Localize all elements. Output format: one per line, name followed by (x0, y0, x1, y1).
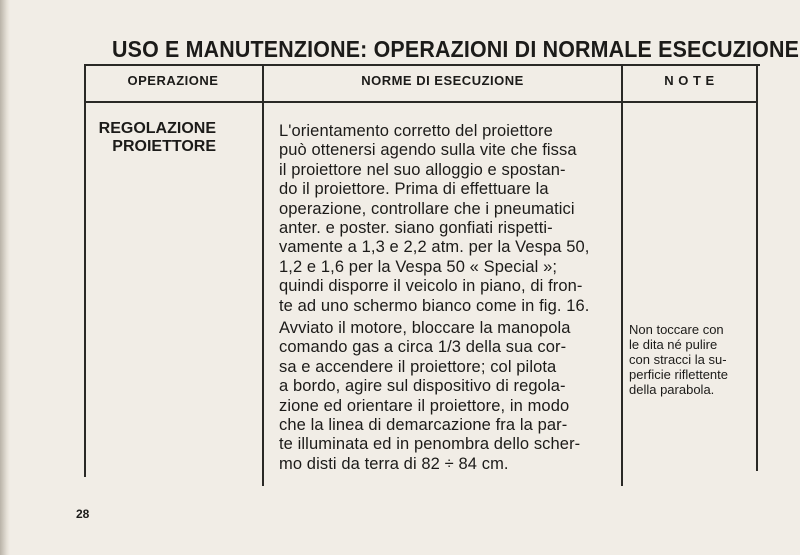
text-line: do il proiettore. Prima di effettuare la (279, 180, 549, 199)
text-line: anter. e poster. siano gonfiati rispetti- (279, 219, 553, 238)
operation-label (86, 120, 216, 156)
text-line: te ad uno schermo bianco come in fig. 16. (279, 296, 590, 315)
page-number: 28 (76, 507, 90, 521)
operation-label-line: PROIETTORE (112, 138, 216, 155)
note-line: perficie riflettente (629, 367, 728, 382)
text-line: Avviato il motore, bloccare la manopola (279, 319, 571, 337)
text-line: zione ed orientare il proiettore, in modo (279, 396, 570, 415)
note-text (629, 322, 753, 397)
text-line: quindi disporre il veicolo in piano, di fron- (279, 277, 583, 296)
text-line: che la linea di demarcazione fra la par- (279, 416, 568, 435)
text-line: vamente a 1,3 e 2,2 atm. per la Vespa 50, (279, 238, 590, 257)
header-underline-procedure (264, 101, 621, 103)
text-line: può ottenersi agendo sulla vite che fissa (279, 141, 577, 160)
text-line: sa e accendere il proiettore; col pilota (279, 357, 557, 376)
note-line: le dita né pulire (629, 337, 718, 352)
header-underline-notes (623, 101, 756, 103)
procedure-paragraph-1 (279, 122, 609, 316)
text-line: te illuminata ed in penombra dello scher- (279, 435, 581, 454)
note-line: Non toccare con (629, 322, 724, 337)
text-line: 1,2 e 1,6 per la Vespa 50 « Special »; (279, 257, 558, 276)
note-line: della parabola. (629, 382, 715, 397)
column-header-procedure: NORME DI ESECUZIONE (361, 73, 524, 88)
table-top-rule (84, 64, 760, 66)
page-title: USO E MANUTENZIONE: OPERAZIONI DI NORMALE ESECUZIONE (112, 36, 800, 62)
page-binding-shadow (0, 0, 10, 555)
column-header-notes: N O T E (664, 73, 715, 88)
note-line: con stracci la su- (629, 352, 727, 367)
column-divider-operation (262, 66, 264, 486)
text-line: L'orientamento corretto del proiettore (279, 122, 553, 140)
procedure-paragraph-2 (279, 319, 609, 474)
operation-label-line: REGOLAZIONE (98, 120, 216, 137)
text-line: a bordo, agire sul dispositivo di regola- (279, 377, 566, 396)
text-line: mo disti da terra di 82 ÷ 84 cm. (279, 454, 509, 473)
column-header-operation: OPERAZIONE (127, 73, 219, 88)
text-line: il proiettore nel suo alloggio e spostan- (279, 160, 566, 179)
text-line: comando gas a circa 1/3 della sua cor- (279, 338, 567, 357)
header-underline-operation (84, 101, 262, 103)
text-line: operazione, controllare che i pneumatici (279, 199, 575, 218)
column-divider-notes (756, 66, 758, 471)
column-divider-procedure (621, 66, 623, 486)
